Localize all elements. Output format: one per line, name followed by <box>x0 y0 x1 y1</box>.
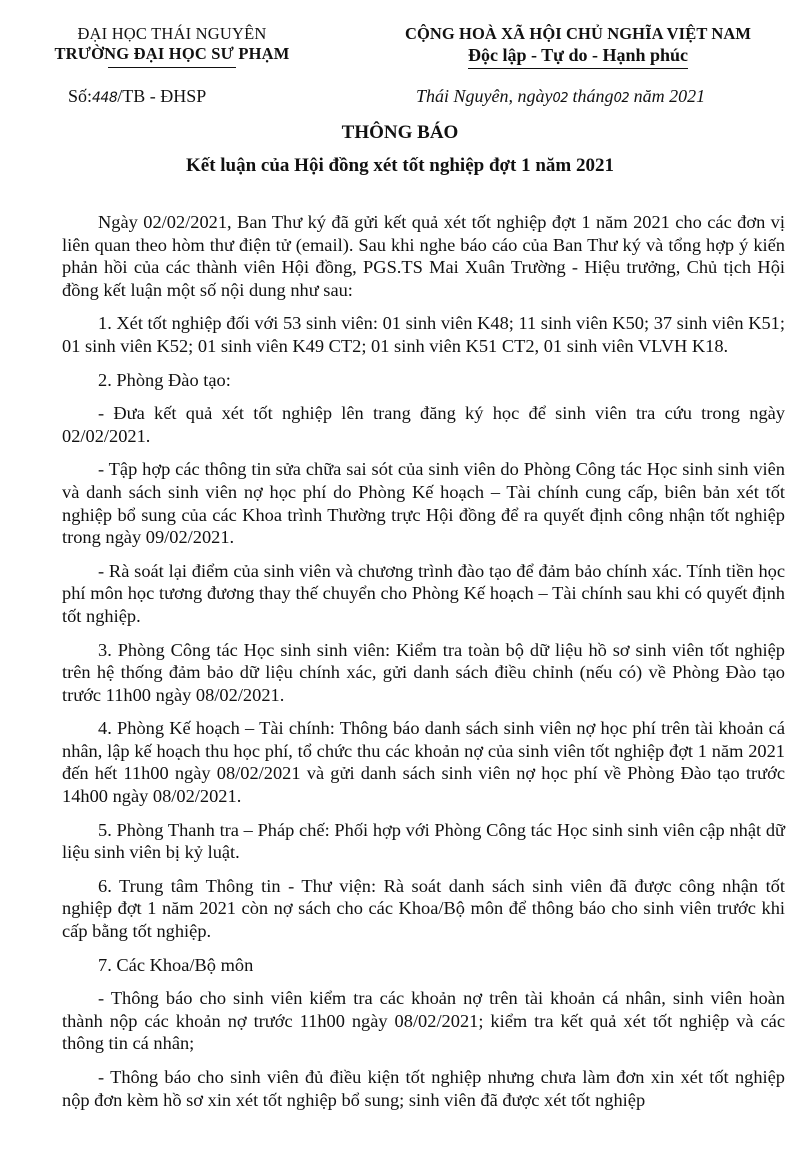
document-body <box>62 211 785 1122</box>
paragraph: 5. Phòng Thanh tra – Pháp chế: Phối hợp với Phòng Công tác Học sinh sinh viên cập nhật dữ liệu sinh viên bị kỷ luật. <box>62 819 785 863</box>
doc-number-handwritten: 448 <box>92 90 118 106</box>
document-title: THÔNG BÁO <box>341 122 459 143</box>
date-part-3: năm 2021 <box>629 86 706 106</box>
doc-number-prefix: Số: <box>68 86 93 106</box>
paragraph: - Tập hợp các thông tin sửa chữa sai sót của sinh viên do Phòng Công tác Học sinh sinh viên và danh sách sinh viên nợ học phí do Phòng Kế hoạch – Tài chính cung cấp, biên bản xét tốt nghiệp bổ sung của các Khoa trình Thường trực Hội đồng để ra quyết định công nhận tốt nghiệp trong ngày 09/02/2021. <box>62 459 785 548</box>
national-motto-block <box>362 24 794 69</box>
date-month: 02 <box>613 91 630 106</box>
date-part-2: tháng <box>568 86 614 106</box>
school-name: TRƯỜNG ĐẠI HỌC SƯ PHẠM <box>54 44 290 63</box>
country-name: CỘNG HOÀ XÃ HỘI CHỦ NGHĨA VIỆT NAM <box>404 24 752 43</box>
paragraph: 7. Các Khoa/Bộ môn <box>98 954 254 975</box>
paragraph: 3. Phòng Công tác Học sinh sinh viên: Kiểm tra toàn bộ dữ liệu hồ sơ sinh viên tốt nghiệp trên hệ thống đảm bảo dữ liệu chính xác, gửi danh sách điều chỉnh (nếu có) về Phòng Đào tạo trước 11h00 ngày 08/02/2021. <box>62 639 785 705</box>
paragraph: 1. Xét tốt nghiệp đối với 53 sinh viên: 01 sinh viên K48; 11 sinh viên K50; 37 sinh viên K51; 01 sinh viên K52; 01 sinh viên K49 CT2; 01 sinh viên K51 CT2, 01 sinh viên VLVH K18. <box>62 313 785 356</box>
paragraph: - Đưa kết quả xét tốt nghiệp lên trang đăng ký học để sinh viên tra cứu trong ngày 02/02/2021. <box>62 403 785 446</box>
date-day: 02 <box>552 91 569 106</box>
paragraph: Ngày 02/02/2021, Ban Thư ký đã gửi kết quả xét tốt nghiệp đợt 1 năm 2021 cho các đơn vị liên quan theo hòm thư điện tử (email). Sau khi nghe báo cáo của Ban Thư ký và tổng hợp ý kiến phản hồi của các thành viên Hội đồng, PGS.TS Mai Xuân Trường - Hiệu trưởng, Chủ tịch Hội đồng kết luận một số nội dung như sau: <box>62 212 785 300</box>
motto-underline <box>468 68 688 69</box>
paragraph: 2. Phòng Đào tạo: <box>98 369 231 390</box>
document-subtitle: Kết luận của Hội đồng xét tốt nghiệp đợt 1 năm 2021 <box>185 155 615 176</box>
paragraph: - Rà soát lại điểm của sinh viên và chương trình đào tạo để đảm bảo chính xác. Tính tiền học phí môn học tương đương thay thế chuyển cho Phòng Kế hoạch – Tài chính sau khi có quyết định tốt nghiệp. <box>62 560 785 626</box>
paragraph: 4. Phòng Kế hoạch – Tài chính: Thông báo danh sách sinh viên nợ học phí trên tài khoản cá nhân, lập kế hoạch thu học phí, tổ chức thu các khoản nợ của sinh viên tốt nghiệp đợt 1 năm 2021 đến hết 11h00 ngày 08/02/2021 và gửi danh sách sinh viên nợ học phí về Phòng Đào tạo trước 14h00 ngày 08/02/2021. <box>62 718 785 807</box>
motto: Độc lập - Tự do - Hạnh phúc <box>467 45 689 65</box>
university-name: ĐẠI HỌC THÁI NGUYÊN <box>77 24 267 43</box>
paragraph: 6. Trung tâm Thông tin - Thư viện: Rà soát danh sách sinh viên đã được công nhận tốt nghiệp đợt 1 năm 2021 còn nợ sách cho các Khoa/Bộ môn để thông báo cho sinh viên trước khi cấp bằng tốt nghiệp. <box>62 875 785 942</box>
document-number <box>68 86 206 107</box>
issuer-block <box>22 24 322 68</box>
date-part-1: Thái Nguyên, ngày <box>416 86 553 106</box>
place-and-date <box>416 86 705 107</box>
doc-number-suffix: /TB - ĐHSP <box>117 86 207 106</box>
issuer-underline <box>108 67 236 68</box>
paragraph: - Thông báo cho sinh viên đủ điều kiện tốt nghiệp nhưng chưa làm đơn xin xét tốt nghiệp nộp đơn kèm hồ sơ xin xét tốt nghiệp bổ sung; sinh viên đã được xét tốt nghiệp <box>62 1067 785 1110</box>
paragraph: - Thông báo cho sinh viên kiểm tra các khoản nợ trên tài khoản cá nhân, sinh viên hoàn thành nộp các khoản nợ trước 11h00 ngày 08/02/2021; kiểm tra kết quả xét tốt nghiệp và các thông tin cá nhân; <box>62 988 785 1054</box>
